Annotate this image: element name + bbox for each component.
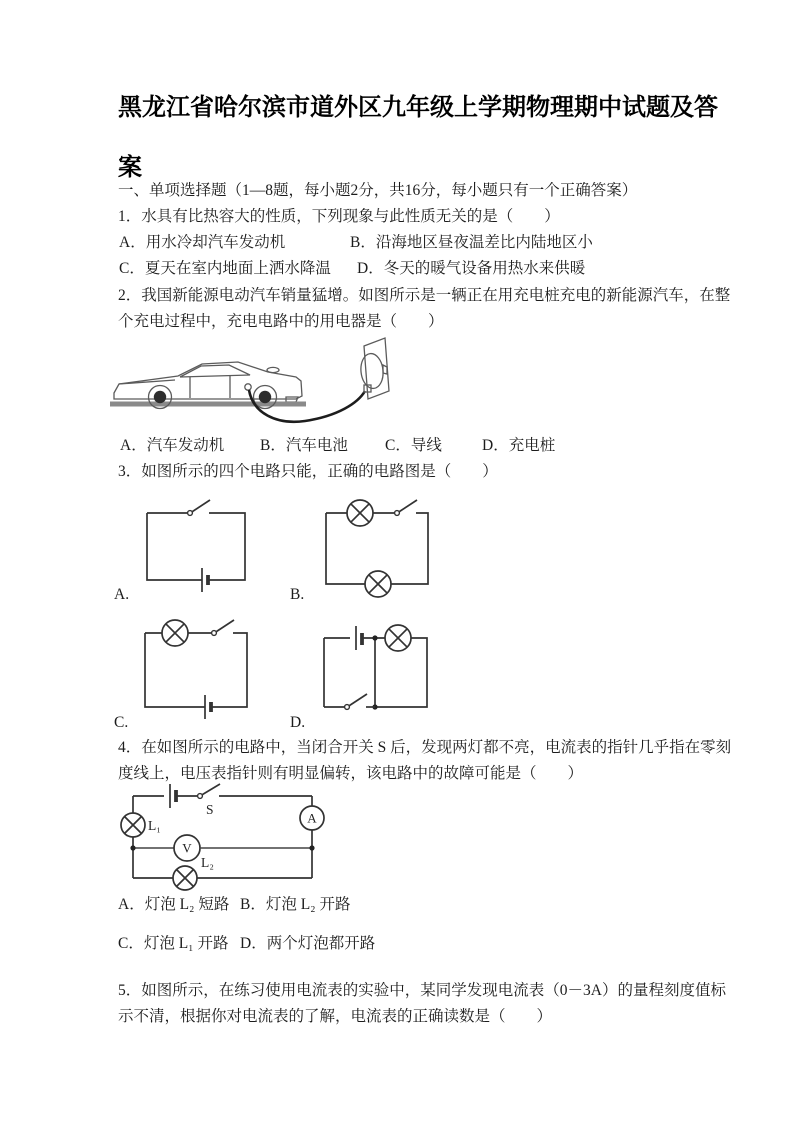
circuit-c-label: C. bbox=[114, 714, 129, 731]
junction-dot bbox=[372, 635, 377, 640]
q2-figure-charging-car bbox=[100, 333, 400, 438]
lamp1-icon bbox=[121, 813, 145, 837]
battery-icon bbox=[202, 568, 208, 592]
lamp-icon bbox=[385, 625, 411, 651]
circuit-a-label: A. bbox=[114, 586, 130, 603]
switch-icon bbox=[395, 500, 417, 515]
car-outline-icon bbox=[110, 362, 306, 409]
q2-stem-line1: 2．我国新能源电动汽车销量猛增。如图所示是一辆正在用充电桩充电的新能源汽车，在整 bbox=[118, 287, 731, 304]
section-header: 一、单项选择题（1—8题，每小题2分，共16分，每小题只有一个正确答案） bbox=[118, 182, 638, 199]
q1-option-c: C．夏天在室内地面上洒水降温 bbox=[119, 260, 331, 277]
switch-icon bbox=[188, 500, 210, 515]
q2-option-b: B．汽车电池 bbox=[260, 437, 348, 454]
ammeter-icon bbox=[300, 806, 324, 830]
q4-option-d: D．两个灯泡都开路 bbox=[240, 935, 376, 952]
junction-dot bbox=[130, 845, 135, 850]
q4-stem-line1: 4．在如图所示的电路中，当闭合开关 S 后，发现两灯都不亮，电流表的指针几乎指在零刻 bbox=[118, 739, 732, 756]
q1-stem: 1．水具有比热容大的性质，下列现象与此性质无关的是（ ） bbox=[118, 208, 560, 225]
q3-circuit-a bbox=[110, 492, 265, 604]
circuit-b-label: B. bbox=[290, 586, 305, 603]
q3-circuit-c bbox=[110, 617, 265, 732]
lamp-icon bbox=[365, 571, 391, 597]
q4-option-c: C．灯泡 L₁ 开路 bbox=[118, 935, 229, 952]
q2-option-d: D．充电桩 bbox=[482, 437, 556, 454]
lamp1-label: L₁ bbox=[148, 818, 161, 833]
charging-pile-icon bbox=[359, 338, 389, 399]
voltmeter-icon bbox=[174, 835, 200, 861]
switch-icon bbox=[345, 694, 367, 709]
q5-stem-line2: 示不清，根据你对电流表的了解，电流表的正确读数是（ ） bbox=[118, 1008, 553, 1025]
q2-option-c: C．导线 bbox=[385, 437, 442, 454]
q1-option-d: D．冬天的暖气设备用热水来供暖 bbox=[357, 260, 586, 277]
q3-circuit-d bbox=[288, 617, 446, 732]
q2-stem-line2: 个充电过程中，充电电路中的用电器是（ ） bbox=[118, 313, 444, 330]
circuit-d-label: D. bbox=[290, 714, 306, 731]
lamp-icon bbox=[347, 500, 373, 526]
battery-icon bbox=[205, 695, 211, 719]
battery-icon bbox=[356, 626, 362, 650]
q2-option-a: A．汽车发动机 bbox=[120, 437, 225, 454]
q1-option-a: A．用水冷却汽车发动机 bbox=[119, 234, 286, 251]
switch-icon bbox=[212, 620, 234, 635]
doc-title-line1: 黑龙江省哈尔滨市道外区九年级上学期物理期中试题及答 bbox=[118, 94, 718, 121]
q5-stem-line1: 5．如图所示，在练习使用电流表的实验中，某同学发现电流表（0－3A）的量程刻度值标 bbox=[118, 982, 726, 999]
switch-label: S bbox=[206, 802, 214, 817]
q4-circuit-figure bbox=[108, 783, 336, 895]
lamp2-icon bbox=[173, 866, 197, 890]
lamp-icon bbox=[162, 620, 188, 646]
junction-dot bbox=[309, 845, 314, 850]
q3-circuit-b bbox=[288, 492, 446, 604]
q3-stem: 3．如图所示的四个电路只能，正确的电路图是（ ） bbox=[118, 463, 498, 480]
q4-option-a: A．灯泡 L₂ 短路 bbox=[118, 896, 230, 913]
battery-icon bbox=[170, 784, 176, 808]
q4-stem-line2: 度线上，电压表指针则有明显偏转，该电路中的故障可能是（ ） bbox=[118, 765, 584, 782]
charge-port-icon bbox=[245, 384, 251, 390]
switch-icon bbox=[198, 784, 220, 798]
ammeter-label: A bbox=[307, 810, 317, 826]
lamp2-label: L₂ bbox=[201, 855, 214, 870]
doc-title-line2: 案 bbox=[118, 154, 142, 181]
voltmeter-label: V bbox=[182, 840, 192, 856]
q1-option-b: B．沿海地区昼夜温差比内陆地区小 bbox=[350, 234, 593, 251]
q4-option-b: B．灯泡 L₂ 开路 bbox=[240, 896, 351, 913]
